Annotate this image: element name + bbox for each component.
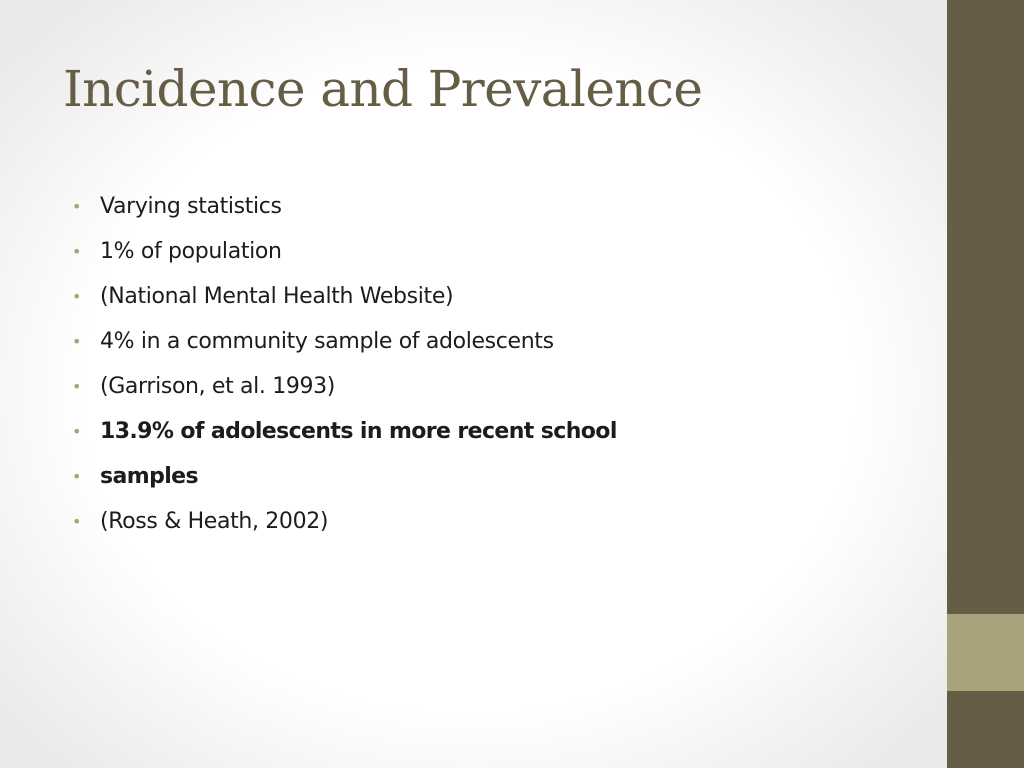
bullet-text: 13.9% of adolescents in more recent school	[100, 419, 617, 444]
bullet-item	[72, 499, 932, 544]
bullet-item	[72, 184, 932, 229]
bullet-text: samples	[100, 464, 198, 489]
bullet-item	[72, 319, 932, 364]
bullet-item	[72, 409, 932, 454]
bullet-icon: •	[72, 511, 82, 531]
bullet-text: Varying statistics	[100, 194, 282, 219]
slide-title: Incidence and Prevalence	[63, 60, 703, 118]
bullet-icon: •	[72, 241, 82, 261]
bullet-item	[72, 364, 932, 409]
bullet-icon: •	[72, 466, 82, 486]
bullet-text: (Garrison, et al. 1993)	[100, 374, 336, 399]
bullet-item	[72, 274, 932, 319]
bullet-icon: •	[72, 331, 82, 351]
bullet-text: (National Mental Health Website)	[100, 284, 454, 309]
bullet-item	[72, 454, 932, 499]
bullet-item	[72, 229, 932, 274]
bullet-text: 4% in a community sample of adolescents	[100, 329, 554, 354]
bullet-list	[72, 184, 932, 544]
bullet-icon: •	[72, 421, 82, 441]
bullet-icon: •	[72, 286, 82, 306]
side-accent-block	[947, 614, 1024, 691]
bullet-text: 1% of population	[100, 239, 282, 264]
bullet-text: (Ross & Heath, 2002)	[100, 509, 329, 534]
bullet-icon: •	[72, 196, 82, 216]
bullet-icon: •	[72, 376, 82, 396]
